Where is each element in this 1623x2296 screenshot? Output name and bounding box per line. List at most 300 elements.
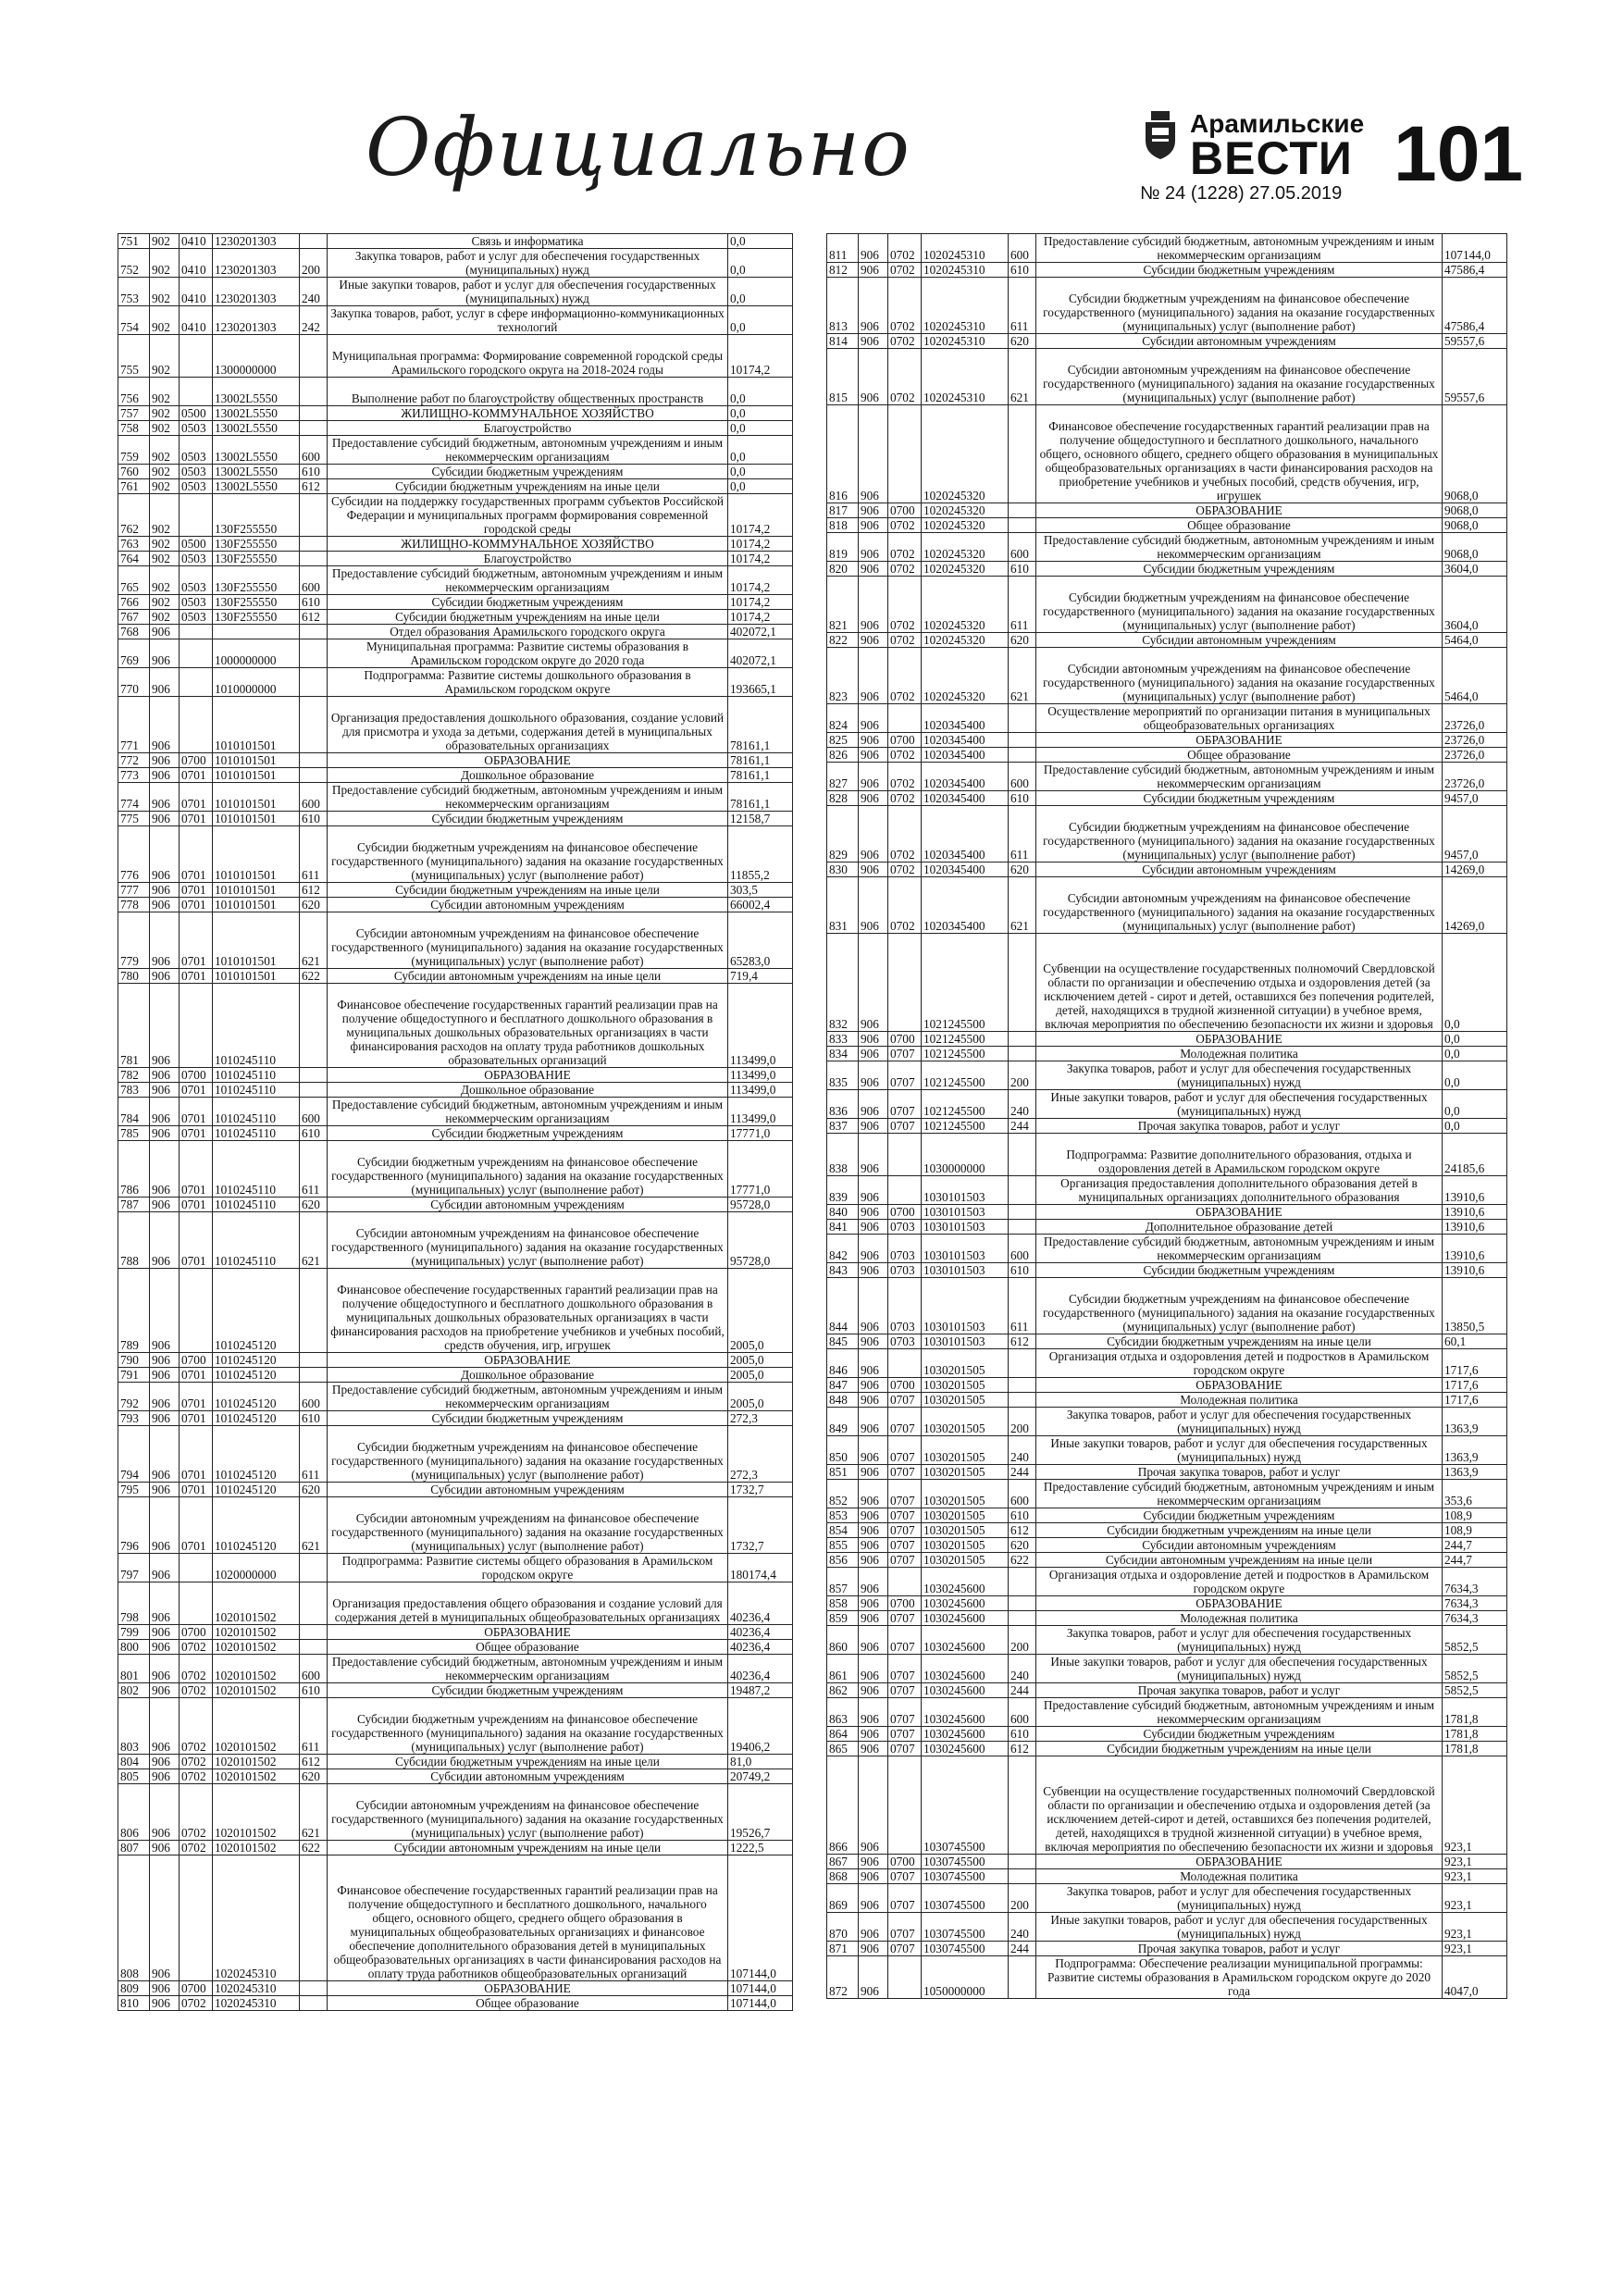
admin-code-cell: 906 <box>859 1596 888 1611</box>
item-name-cell: Субсидии бюджетным учреждениям на финансовое обеспечение государственного (муниципального) задания на оказание государственных (муниципальных) услуг (выполнение работ) <box>328 1698 728 1755</box>
amount-cell: 719,4 <box>728 969 793 984</box>
item-name-cell: Субсидии бюджетным учреждениям <box>1036 1508 1443 1523</box>
amount-cell: 3604,0 <box>1443 562 1507 577</box>
table-row <box>118 668 793 697</box>
expense-type-cell: 621 <box>300 1212 328 1269</box>
admin-code-cell: 906 <box>150 1141 180 1198</box>
expense-type-cell <box>1009 1205 1036 1220</box>
row-number-cell: 807 <box>118 1841 150 1855</box>
target-code-cell: 1010245110 <box>213 1126 300 1141</box>
table-row <box>118 1141 793 1198</box>
row-number-cell: 818 <box>827 518 859 533</box>
section-code-cell: 0701 <box>180 883 213 898</box>
row-number-cell: 861 <box>827 1655 859 1683</box>
expense-type-cell <box>1009 1756 1036 1855</box>
amount-cell: 1781,8 <box>1443 1742 1507 1756</box>
expense-type-cell: 611 <box>1009 1278 1036 1334</box>
section-code-cell <box>888 1956 922 1999</box>
expense-type-cell: 240 <box>1009 1913 1036 1942</box>
amount-cell: 0,0 <box>728 378 793 406</box>
expense-type-cell <box>1009 704 1036 733</box>
target-code-cell: 1030201505 <box>922 1553 1009 1568</box>
item-name-cell: Субсидии бюджетным учреждениям на финансовое обеспечение государственного (муниципального) задания на оказание государственных (муниципальных) услуг (выполнение работ) <box>328 826 728 883</box>
item-name-cell: Субсидии автономным учреждениям <box>328 1198 728 1212</box>
row-number-cell: 751 <box>118 234 150 249</box>
target-code-cell: 1020245320 <box>922 562 1009 577</box>
table-row <box>827 633 1507 648</box>
item-name-cell: Субсидии бюджетным учреждениям на финансовое обеспечение государственного (муниципального) задания на оказание государственных (муниципальных) услуг (выполнение работ) <box>1036 577 1443 633</box>
row-number-cell: 848 <box>827 1393 859 1408</box>
target-code-cell: 1020345400 <box>922 704 1009 733</box>
expense-type-cell: 620 <box>300 1483 328 1497</box>
table-row <box>118 1353 793 1368</box>
target-code-cell: 130F255550 <box>213 595 300 610</box>
row-number-cell: 793 <box>118 1411 150 1426</box>
target-code-cell: 1030201505 <box>922 1349 1009 1378</box>
section-code-cell: 0503 <box>180 479 213 494</box>
target-code-cell: 1021245500 <box>922 1119 1009 1134</box>
row-number-cell: 856 <box>827 1553 859 1568</box>
row-number-cell: 772 <box>118 753 150 768</box>
expense-type-cell <box>300 234 328 249</box>
section-code-cell: 0707 <box>888 1047 922 1061</box>
table-row <box>827 1378 1507 1393</box>
table-row <box>827 1465 1507 1480</box>
table-row <box>118 1640 793 1655</box>
amount-cell: 107144,0 <box>728 1981 793 1996</box>
item-name-cell: Общее образование <box>1036 518 1443 533</box>
amount-cell: 402072,1 <box>728 625 793 639</box>
section-code-cell: 0700 <box>180 1068 213 1083</box>
section-code-cell: 0702 <box>180 1640 213 1655</box>
amount-cell: 60,1 <box>1443 1334 1507 1349</box>
expense-type-cell <box>1009 518 1036 533</box>
admin-code-cell: 906 <box>859 1220 888 1235</box>
expense-type-cell <box>1009 1176 1036 1205</box>
target-code-cell: 1010245120 <box>213 1383 300 1411</box>
table-row <box>118 1212 793 1269</box>
admin-code-cell: 906 <box>150 812 180 826</box>
admin-code-cell: 906 <box>150 753 180 768</box>
expense-type-cell <box>1009 1855 1036 1869</box>
expense-type-cell <box>300 537 328 552</box>
expense-type-cell <box>1009 934 1036 1032</box>
table-row <box>827 1913 1507 1942</box>
expense-type-cell: 621 <box>1009 877 1036 934</box>
table-row <box>827 1538 1507 1553</box>
amount-cell: 107144,0 <box>728 1855 793 1981</box>
table-row <box>118 639 793 668</box>
section-code-cell <box>180 984 213 1068</box>
table-row <box>118 1098 793 1126</box>
brand-name-line2: ВЕСТИ <box>1190 132 1353 184</box>
expense-type-cell: 612 <box>300 610 328 625</box>
row-number-cell: 788 <box>118 1212 150 1269</box>
table-row <box>118 1483 793 1497</box>
coat-of-arms-icon <box>1140 109 1181 161</box>
table-row <box>827 1349 1507 1378</box>
amount-cell: 10174,2 <box>728 494 793 537</box>
amount-cell: 40236,4 <box>728 1640 793 1655</box>
amount-cell: 923,1 <box>1443 1869 1507 1884</box>
section-code-cell <box>888 1568 922 1596</box>
item-name-cell: Субсидии бюджетным учреждениям на финансовое обеспечение государственного (муниципального) задания на оказание государственных (муниципальных) услуг (выполнение работ) <box>1036 806 1443 863</box>
row-number-cell: 850 <box>827 1436 859 1465</box>
amount-cell: 10174,2 <box>728 566 793 595</box>
amount-cell: 0,0 <box>1443 1032 1507 1047</box>
item-name-cell: Субсидии бюджетным учреждениям на иные цели <box>328 883 728 898</box>
row-number-cell: 768 <box>118 625 150 639</box>
table-row <box>827 577 1507 633</box>
amount-cell: 78161,1 <box>728 753 793 768</box>
amount-cell: 40236,4 <box>728 1582 793 1625</box>
expense-type-cell: 244 <box>1009 1465 1036 1480</box>
item-name-cell: Субсидии автономным учреждениям <box>328 1769 728 1784</box>
expense-type-cell: 611 <box>300 1141 328 1198</box>
row-number-cell: 752 <box>118 249 150 278</box>
section-code-cell: 0410 <box>180 278 213 306</box>
target-code-cell: 1030101503 <box>922 1334 1009 1349</box>
item-name-cell: Финансовое обеспечение государственных гарантий реализации прав на получение общедоступного и бесплатного дошкольного, начального общего, основного общего, среднего общего образования в муниципальных общеобразовательных организациях и финансовое обеспечение дополнительного образования детей в муниципальных общеобразовательных организациях в части финансирования расходов на оплату труда работников общеобразовательных организаций <box>328 1855 728 1981</box>
item-name-cell: Отдел образования Арамильского городского округа <box>328 625 728 639</box>
table-row <box>118 984 793 1068</box>
item-name-cell: Финансовое обеспечение государственных гарантий реализации прав на получение общедоступного и бесплатного дошкольного, начального общего, основного общего, среднего общего образования в муниципальных общеобразовательных организациях в части финансирования расходов на приобретение учебников и учебных пособий, средств обучения, игр, игрушек <box>1036 405 1443 503</box>
item-name-cell: Предоставление субсидий бюджетным, автономным учреждениям и иным некоммерческим организациям <box>1036 533 1443 562</box>
admin-code-cell: 902 <box>150 306 180 335</box>
amount-cell: 3604,0 <box>1443 577 1507 633</box>
item-name-cell: ОБРАЗОВАНИЕ <box>328 1068 728 1083</box>
target-code-cell: 1230201303 <box>213 234 300 249</box>
row-number-cell: 838 <box>827 1134 859 1176</box>
target-code-cell: 1020101502 <box>213 1841 300 1855</box>
row-number-cell: 786 <box>118 1141 150 1198</box>
section-code-cell: 0702 <box>180 1655 213 1683</box>
section-code-cell: 0503 <box>180 566 213 595</box>
row-number-cell: 827 <box>827 763 859 791</box>
amount-cell: 59557,6 <box>1443 349 1507 405</box>
row-number-cell: 800 <box>118 1640 150 1655</box>
amount-cell: 402072,1 <box>728 639 793 668</box>
table-row <box>827 1119 1507 1134</box>
admin-code-cell: 906 <box>150 625 180 639</box>
row-number-cell: 806 <box>118 1784 150 1841</box>
table-row <box>118 278 793 306</box>
item-name-cell: Субсидии бюджетным учреждениям на финансовое обеспечение государственного (муниципального) задания на оказание государственных (муниципальных) услуг (выполнение работ) <box>328 1141 728 1198</box>
row-number-cell: 776 <box>118 826 150 883</box>
admin-code-cell: 902 <box>150 494 180 537</box>
table-row <box>827 648 1507 704</box>
section-code-cell: 0700 <box>888 1596 922 1611</box>
expense-type-cell <box>300 1582 328 1625</box>
item-name-cell: Молодежная политика <box>1036 1611 1443 1626</box>
amount-cell: 1732,7 <box>728 1483 793 1497</box>
target-code-cell: 1021245500 <box>922 1090 1009 1119</box>
table-row <box>118 610 793 625</box>
item-name-cell: Предоставление субсидий бюджетным, автономным учреждениям и иным некоммерческим организациям <box>328 436 728 465</box>
expense-type-cell <box>1009 1956 1036 1999</box>
item-name-cell: Закупка товаров, работ и услуг для обеспечения государственных (муниципальных) нужд <box>1036 1061 1443 1090</box>
amount-cell: 10174,2 <box>728 537 793 552</box>
expense-type-cell: 611 <box>300 826 328 883</box>
target-code-cell: 1020245310 <box>922 278 1009 334</box>
amount-cell: 1363,9 <box>1443 1408 1507 1436</box>
expense-type-cell: 611 <box>1009 577 1036 633</box>
amount-cell: 0,0 <box>728 278 793 306</box>
item-name-cell: Муниципальная программа: Развитие системы образования в Арамильском городском округе до 2020 года <box>328 639 728 668</box>
amount-cell: 9457,0 <box>1443 806 1507 863</box>
section-code-cell <box>888 1176 922 1205</box>
row-number-cell: 819 <box>827 533 859 562</box>
admin-code-cell: 906 <box>859 1698 888 1727</box>
expense-type-cell: 612 <box>1009 1742 1036 1756</box>
budget-table-right <box>826 233 1507 1999</box>
item-name-cell: Благоустройство <box>328 552 728 566</box>
admin-code-cell: 906 <box>859 1047 888 1061</box>
section-code-cell: 0707 <box>888 1869 922 1884</box>
expense-type-cell <box>300 421 328 436</box>
row-number-cell: 841 <box>827 1220 859 1235</box>
target-code-cell: 1010101501 <box>213 697 300 753</box>
admin-code-cell: 906 <box>150 1368 180 1383</box>
section-code-cell: 0700 <box>888 733 922 748</box>
table-row <box>827 1205 1507 1220</box>
item-name-cell: Субсидии автономным учреждениям <box>1036 633 1443 648</box>
item-name-cell: Субсидии бюджетным учреждениям <box>328 1683 728 1698</box>
item-name-cell: Организация отдыха и оздоровления детей и подростков в Арамильском городском округе <box>1036 1349 1443 1378</box>
expense-type-cell <box>300 1640 328 1655</box>
item-name-cell: ОБРАЗОВАНИЕ <box>1036 1378 1443 1393</box>
item-name-cell: Общее образование <box>1036 748 1443 763</box>
left-column <box>118 233 793 2011</box>
section-code-cell: 0701 <box>180 826 213 883</box>
target-code-cell: 1020245310 <box>922 334 1009 349</box>
table-row <box>827 234 1507 263</box>
section-code-cell: 0701 <box>180 768 213 783</box>
table-row <box>118 306 793 335</box>
item-name-cell: Субсидии автономным учреждениям на иные цели <box>328 969 728 984</box>
table-row <box>827 1884 1507 1913</box>
admin-code-cell: 906 <box>150 826 180 883</box>
item-name-cell: Предоставление субсидий бюджетным, автономным учреждениям и иным некоммерческим организациям <box>328 1383 728 1411</box>
section-code-cell <box>180 378 213 406</box>
table-row <box>118 1411 793 1426</box>
admin-code-cell: 906 <box>859 1176 888 1205</box>
admin-code-cell: 906 <box>859 806 888 863</box>
newspaper-brand <box>1140 109 1538 211</box>
section-code-cell: 0702 <box>888 577 922 633</box>
item-name-cell: Закупка товаров, работ и услуг для обеспечения государственных (муниципальных) нужд <box>1036 1408 1443 1436</box>
expense-type-cell: 610 <box>1009 1263 1036 1278</box>
amount-cell: 78161,1 <box>728 768 793 783</box>
target-code-cell: 13002L5550 <box>213 479 300 494</box>
target-code-cell: 1050000000 <box>922 1956 1009 1999</box>
admin-code-cell: 906 <box>859 1913 888 1942</box>
admin-code-cell: 906 <box>859 1119 888 1134</box>
expense-type-cell <box>300 1554 328 1582</box>
amount-cell: 13910,6 <box>1443 1235 1507 1263</box>
row-number-cell: 865 <box>827 1742 859 1756</box>
table-row <box>118 898 793 912</box>
table-row <box>827 1698 1507 1727</box>
amount-cell: 10174,2 <box>728 335 793 378</box>
row-number-cell: 802 <box>118 1683 150 1698</box>
target-code-cell: 1020101502 <box>213 1698 300 1755</box>
item-name-cell: Субсидии бюджетным учреждениям на иные цели <box>1036 1334 1443 1349</box>
table-row <box>118 1841 793 1855</box>
admin-code-cell: 906 <box>859 577 888 633</box>
row-number-cell: 816 <box>827 405 859 503</box>
target-code-cell: 1030245600 <box>922 1683 1009 1698</box>
target-code-cell: 1030745500 <box>922 1855 1009 1869</box>
admin-code-cell: 906 <box>150 697 180 753</box>
item-name-cell: Осуществление мероприятий по организации питания в муниципальных общеобразовательных организациях <box>1036 704 1443 733</box>
admin-code-cell: 906 <box>859 1523 888 1538</box>
table-row <box>827 1523 1507 1538</box>
section-code-cell <box>180 625 213 639</box>
admin-code-cell: 906 <box>859 648 888 704</box>
amount-cell: 0,0 <box>728 406 793 421</box>
item-name-cell: Предоставление субсидий бюджетным, автономным учреждениям и иным некоммерческим организациям <box>328 1655 728 1683</box>
admin-code-cell: 906 <box>150 639 180 668</box>
section-code-cell: 0702 <box>180 1698 213 1755</box>
table-row <box>118 697 793 753</box>
item-name-cell: Иные закупки товаров, работ и услуг для обеспечения государственных (муниципальных) нужд <box>328 278 728 306</box>
expense-type-cell: 600 <box>1009 533 1036 562</box>
table-row <box>118 1784 793 1841</box>
item-name-cell: Субсидии автономным учреждениям на финансовое обеспечение государственного (муниципального) задания на оказание государственных (муниципальных) услуг (выполнение работ) <box>328 1212 728 1269</box>
section-code-cell <box>180 335 213 378</box>
row-number-cell: 773 <box>118 768 150 783</box>
expense-type-cell: 200 <box>300 249 328 278</box>
target-code-cell: 1230201303 <box>213 306 300 335</box>
item-name-cell: Дошкольное образование <box>328 1368 728 1383</box>
row-number-cell: 839 <box>827 1176 859 1205</box>
admin-code-cell: 902 <box>150 479 180 494</box>
section-code-cell: 0702 <box>888 763 922 791</box>
amount-cell: 272,3 <box>728 1411 793 1426</box>
admin-code-cell: 906 <box>150 1655 180 1683</box>
target-code-cell: 1010000000 <box>213 668 300 697</box>
admin-code-cell: 906 <box>150 1981 180 1996</box>
expense-type-cell <box>300 668 328 697</box>
expense-type-cell <box>300 378 328 406</box>
expense-type-cell: 611 <box>300 1426 328 1483</box>
amount-cell: 9457,0 <box>1443 791 1507 806</box>
item-name-cell: ОБРАЗОВАНИЕ <box>328 753 728 768</box>
table-row <box>118 826 793 883</box>
amount-cell: 19487,2 <box>728 1683 793 1698</box>
row-number-cell: 761 <box>118 479 150 494</box>
page-number: 101 <box>1394 110 1524 197</box>
section-code-cell: 0707 <box>888 1626 922 1655</box>
expense-type-cell: 600 <box>300 1655 328 1683</box>
item-name-cell: Субсидии автономным учреждениям <box>1036 1538 1443 1553</box>
section-code-cell: 0700 <box>888 1855 922 1869</box>
table-row <box>827 1436 1507 1465</box>
admin-code-cell: 906 <box>150 1841 180 1855</box>
amount-cell: 47586,4 <box>1443 278 1507 334</box>
row-number-cell: 826 <box>827 748 859 763</box>
item-name-cell: Молодежная политика <box>1036 1869 1443 1884</box>
row-number-cell: 842 <box>827 1235 859 1263</box>
expense-type-cell: 621 <box>1009 648 1036 704</box>
admin-code-cell: 906 <box>859 562 888 577</box>
expense-type-cell: 244 <box>1009 1942 1036 1956</box>
row-number-cell: 844 <box>827 1278 859 1334</box>
section-code-cell: 0707 <box>888 1465 922 1480</box>
table-row <box>118 1996 793 2011</box>
section-code-cell: 0701 <box>180 1141 213 1198</box>
target-code-cell: 13002L5550 <box>213 406 300 421</box>
admin-code-cell: 906 <box>150 912 180 969</box>
row-number-cell: 784 <box>118 1098 150 1126</box>
row-number-cell: 840 <box>827 1205 859 1220</box>
table-row <box>118 595 793 610</box>
admin-code-cell: 902 <box>150 406 180 421</box>
admin-code-cell: 906 <box>859 1655 888 1683</box>
amount-cell: 193665,1 <box>728 668 793 697</box>
section-code-cell: 0500 <box>180 537 213 552</box>
amount-cell: 1363,9 <box>1443 1465 1507 1480</box>
item-name-cell: Прочая закупка товаров, работ и услуг <box>1036 1119 1443 1134</box>
amount-cell: 23726,0 <box>1443 704 1507 733</box>
admin-code-cell: 906 <box>859 863 888 877</box>
table-row <box>827 1568 1507 1596</box>
item-name-cell: Субсидии на поддержку государственных программ субъектов Российской Федерации и муниципальных программ формирования современной городской среды <box>328 494 728 537</box>
section-code-cell: 0701 <box>180 969 213 984</box>
item-name-cell: Муниципальная программа: Формирование современной городской среды Арамильского городского округа на 2018-2024 годы <box>328 335 728 378</box>
item-name-cell: ОБРАЗОВАНИЕ <box>328 1981 728 1996</box>
amount-cell: 5852,5 <box>1443 1626 1507 1655</box>
row-number-cell: 855 <box>827 1538 859 1553</box>
admin-code-cell: 906 <box>150 1353 180 1368</box>
section-code-cell: 0701 <box>180 912 213 969</box>
row-number-cell: 801 <box>118 1655 150 1683</box>
item-name-cell: ОБРАЗОВАНИЕ <box>1036 503 1443 518</box>
target-code-cell: 1020245310 <box>922 349 1009 405</box>
target-code-cell: 1030745500 <box>922 1942 1009 1956</box>
target-code-cell: 1030745500 <box>922 1884 1009 1913</box>
target-code-cell: 1030201505 <box>922 1465 1009 1480</box>
table-row <box>118 1198 793 1212</box>
section-code-cell: 0707 <box>888 1742 922 1756</box>
target-code-cell: 1030245600 <box>922 1655 1009 1683</box>
target-code-cell: 130F255550 <box>213 537 300 552</box>
item-name-cell: Закупка товаров, работ и услуг для обеспечения государственных (муниципальных) нужд <box>1036 1626 1443 1655</box>
table-row <box>827 1855 1507 1869</box>
table-row <box>118 969 793 984</box>
table-row <box>118 378 793 406</box>
admin-code-cell: 906 <box>859 1683 888 1698</box>
item-name-cell: Субсидии бюджетным учреждениям на иные цели <box>328 479 728 494</box>
row-number-cell: 831 <box>827 877 859 934</box>
expense-type-cell <box>300 335 328 378</box>
expense-type-cell: 620 <box>1009 633 1036 648</box>
section-code-cell: 0703 <box>888 1220 922 1235</box>
admin-code-cell: 906 <box>150 1683 180 1698</box>
section-code-cell: 0701 <box>180 1483 213 1497</box>
admin-code-cell: 906 <box>150 1640 180 1655</box>
item-name-cell: ОБРАЗОВАНИЕ <box>1036 1855 1443 1869</box>
table-row <box>827 1278 1507 1334</box>
table-row <box>118 1981 793 1996</box>
item-name-cell: Молодежная политика <box>1036 1047 1443 1061</box>
admin-code-cell: 906 <box>150 1083 180 1098</box>
item-name-cell: Иные закупки товаров, работ и услуг для обеспечения государственных (муниципальных) нужд <box>1036 1090 1443 1119</box>
row-number-cell: 805 <box>118 1769 150 1784</box>
table-row <box>118 912 793 969</box>
expense-type-cell: 200 <box>1009 1408 1036 1436</box>
